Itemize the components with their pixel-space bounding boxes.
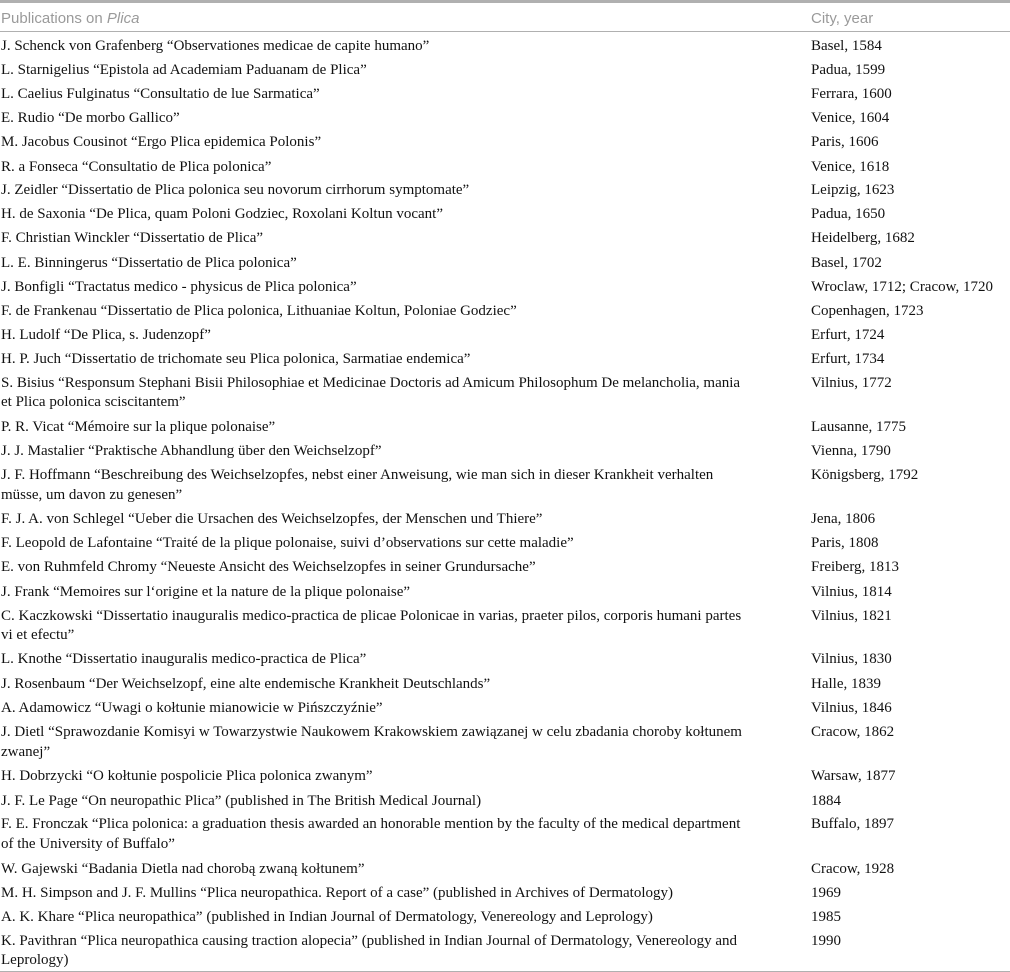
publication-cell: L. Starnigelius “Epistola ad Academiam Paduanam de Plica”	[1, 61, 367, 78]
city-year-cell: Paris, 1606	[811, 134, 879, 150]
publication-cell: J. F. Hoffmann “Beschreibung des Weichselzopfes, nebst einer Anweisung, wie man sich in dieser Krankheit verhalten müsse, um davon zu genesen”	[1, 467, 714, 503]
table-row	[0, 32, 1010, 57]
table-row	[0, 506, 1010, 530]
city-year-cell: Paris, 1808	[811, 535, 879, 551]
table-row	[0, 370, 1010, 415]
publication-cell: J. Rosenbaum “Der Weichselzopf, eine alte endemische Krankheit Deutschlands”	[1, 676, 491, 692]
table-header	[0, 3, 1010, 32]
table-row	[0, 177, 1010, 201]
publication-cell: J. Bonfigli “Tractatus medico - physicus de Plica polonica”	[1, 278, 357, 295]
publication-cell: S. Bisius “Responsum Stephani Bisii Philosophiae et Medicinae Doctoris ad Amicum Philosophum De melancholia, mania et Plica polonica sciscitantem”	[1, 374, 741, 410]
city-year-cell: Cracow, 1928	[811, 861, 895, 877]
table-row	[0, 57, 1010, 82]
publication-cell: L. Knothe “Dissertatio inauguralis medico-practica de Plica”	[1, 650, 367, 667]
table-row	[0, 928, 1010, 971]
publication-cell: L. E. Binningerus “Dissertatio de Plica polonica”	[1, 254, 297, 271]
city-year-cell: Basel, 1584	[811, 38, 882, 54]
table-row	[0, 322, 1010, 347]
city-year-cell: Padua, 1599	[811, 61, 886, 78]
table-row	[0, 346, 1010, 370]
header-publications	[0, 3, 811, 31]
city-year-cell: Vilnius, 1846	[811, 700, 892, 716]
publication-cell: C. Kaczkowski “Dissertatio inauguralis medico-practica de plicae Polonicae in varias, praeter pilos, corporis humani partes vi et efectu”	[1, 607, 742, 643]
city-year-cell: Erfurt, 1734	[811, 351, 885, 367]
city-year-cell: Ferrara, 1600	[811, 86, 892, 102]
publication-cell: H. Ludolf “De Plica, s. Judenzopf”	[1, 326, 211, 343]
publication-cell: J. F. Le Page “On neuropathic Plica” (published in The British Medical Journal)	[1, 792, 482, 809]
table-row	[0, 695, 1010, 719]
city-year-cell: Vilnius, 1821	[811, 607, 892, 624]
table-row	[0, 298, 1010, 322]
table-row	[0, 579, 1010, 603]
table-row	[0, 250, 1010, 274]
publication-cell: J. Schenck von Grafenberg “Observationes medicae de capite humano”	[1, 38, 430, 54]
city-year-cell: 1990	[811, 932, 841, 949]
city-year-cell: Warsaw, 1877	[811, 768, 896, 784]
city-year-cell: 1985	[811, 908, 841, 925]
city-year-cell: Vilnius, 1830	[811, 650, 892, 667]
city-year-cell: Vienna, 1790	[811, 442, 891, 459]
city-year-cell: Padua, 1650	[811, 206, 886, 222]
publication-cell: H. P. Juch “Dissertatio de trichomate seu Plica polonica, Sarmatiae endemica”	[1, 351, 471, 367]
table-row	[0, 880, 1010, 904]
city-year-cell: Wroclaw, 1712; Cracow, 1720	[811, 278, 993, 295]
table-row	[0, 603, 1010, 646]
publication-cell: E. Rudio “De morbo Gallico”	[1, 109, 180, 126]
city-year-cell: 1884	[811, 792, 841, 809]
publication-cell: F. J. A. von Schlegel “Ueber die Ursachen des Weichselzopfes, der Menschen und Thiere”	[1, 511, 543, 527]
table-row	[0, 554, 1010, 579]
table-row	[0, 788, 1010, 812]
table-row	[0, 811, 1010, 856]
publication-cell: E. von Ruhmfeld Chromy “Neueste Ansicht des Weichselzopfes in seiner Grundursache”	[1, 559, 536, 575]
table-row	[0, 225, 1010, 250]
publication-cell: H. Dobrzycki “O kołtunie pospolicie Plica polonica zwanym”	[1, 768, 373, 784]
table-row	[0, 81, 1010, 105]
table-row	[0, 438, 1010, 463]
publication-cell: R. a Fonseca “Consultatio de Plica polonica”	[1, 158, 272, 175]
city-year-cell: Heidelberg, 1682	[811, 230, 915, 246]
city-year-cell: Vilnius, 1772	[811, 374, 892, 391]
table-row	[0, 856, 1010, 880]
publication-cell: J. Frank “Memoires sur l‘origine et la nature de la plique polonaise”	[1, 583, 411, 600]
city-year-cell: Basel, 1702	[811, 254, 882, 271]
table-row	[0, 719, 1010, 763]
header-publications-prefix: Publications on	[1, 10, 107, 27]
city-year-cell: Vilnius, 1814	[811, 583, 892, 600]
header-city-year: City, year	[811, 10, 874, 27]
publication-cell: K. Pavithran “Plica neuropathica causing traction alopecia” (published in Indian Journal of Dermatology, Venereology and Leprology)	[1, 932, 738, 968]
publication-cell: M. Jacobus Cousinot “Ergo Plica epidemica Polonis”	[1, 134, 322, 150]
table-row	[0, 646, 1010, 672]
table-row	[0, 904, 1010, 928]
city-year-cell: Leipzig, 1623	[811, 182, 895, 198]
table-row	[0, 201, 1010, 225]
city-year-cell: Venice, 1604	[811, 109, 890, 126]
city-year-cell: Königsberg, 1792	[811, 467, 919, 483]
table-body	[0, 32, 1010, 972]
table-row	[0, 671, 1010, 695]
publication-cell: F. E. Fronczak “Plica polonica: a graduation thesis awarded an honorable mention by the faculty of the medical department of the University of Buffalo”	[1, 816, 741, 852]
publication-cell: P. R. Vicat “Mémoire sur la plique polonaise”	[1, 419, 276, 435]
city-year-cell: Buffalo, 1897	[811, 816, 895, 832]
publication-cell: F. Leopold de Lafontaine “Traité de la plique polonaise, suivi d’observations sur cette maladie”	[1, 535, 574, 551]
publication-cell: L. Caelius Fulginatus “Consultatio de lue Sarmatica”	[1, 86, 320, 102]
table-row	[0, 763, 1010, 788]
publication-cell: F. Christian Winckler “Dissertatio de Plica”	[1, 230, 264, 246]
city-year-cell: Erfurt, 1724	[811, 326, 885, 343]
publication-cell: J. Dietl “Sprawozdanie Komisyi w Towarzystwie Naukowem Krakowskiem zawiązanej w celu zbadania choroby kołtunem zwanej”	[1, 724, 742, 760]
publication-cell: F. de Frankenau “Dissertatio de Plica polonica, Lithuaniae Koltun, Poloniae Godziec”	[1, 302, 517, 319]
publication-cell: M. H. Simpson and J. F. Mullins “Plica neuropathica. Report of a case” (published in Archives of Dermatology)	[1, 884, 674, 901]
city-year-cell: Jena, 1806	[811, 511, 876, 527]
publication-cell: W. Gajewski “Badania Dietla nad chorobą zwaną kołtunem”	[1, 861, 365, 877]
city-year-cell: Freiberg, 1813	[811, 559, 900, 575]
publication-cell: A. Adamowicz “Uwagi o kołtunie mianowicie w Pińszczyźnie”	[1, 700, 383, 716]
table-row	[0, 414, 1010, 438]
city-year-cell: Halle, 1839	[811, 676, 881, 692]
publication-cell: J. Zeidler “Dissertatio de Plica polonica seu novorum cirrhorum symptomate”	[1, 182, 470, 198]
city-year-cell: Lausanne, 1775	[811, 419, 906, 435]
publication-cell: H. de Saxonia “De Plica, quam Poloni Godziec, Roxolani Koltun vocant”	[1, 206, 443, 222]
city-year-cell: Venice, 1618	[811, 158, 890, 175]
header-publications-italic: Plica	[106, 10, 140, 27]
table-row	[0, 129, 1010, 154]
publication-cell: J. J. Mastalier “Praktische Abhandlung über den Weichselzopf”	[1, 442, 382, 459]
city-year-cell: 1969	[811, 884, 841, 901]
table-row	[0, 274, 1010, 298]
table-row	[0, 530, 1010, 554]
table-row	[0, 154, 1010, 178]
city-year-cell: Copenhagen, 1723	[811, 302, 924, 319]
publication-cell: A. K. Khare “Plica neuropathica” (published in Indian Journal of Dermatology, Venereology and Leprology)	[1, 908, 653, 925]
table-row	[0, 105, 1010, 130]
table-row	[0, 462, 1010, 506]
city-year-cell: Cracow, 1862	[811, 724, 895, 740]
